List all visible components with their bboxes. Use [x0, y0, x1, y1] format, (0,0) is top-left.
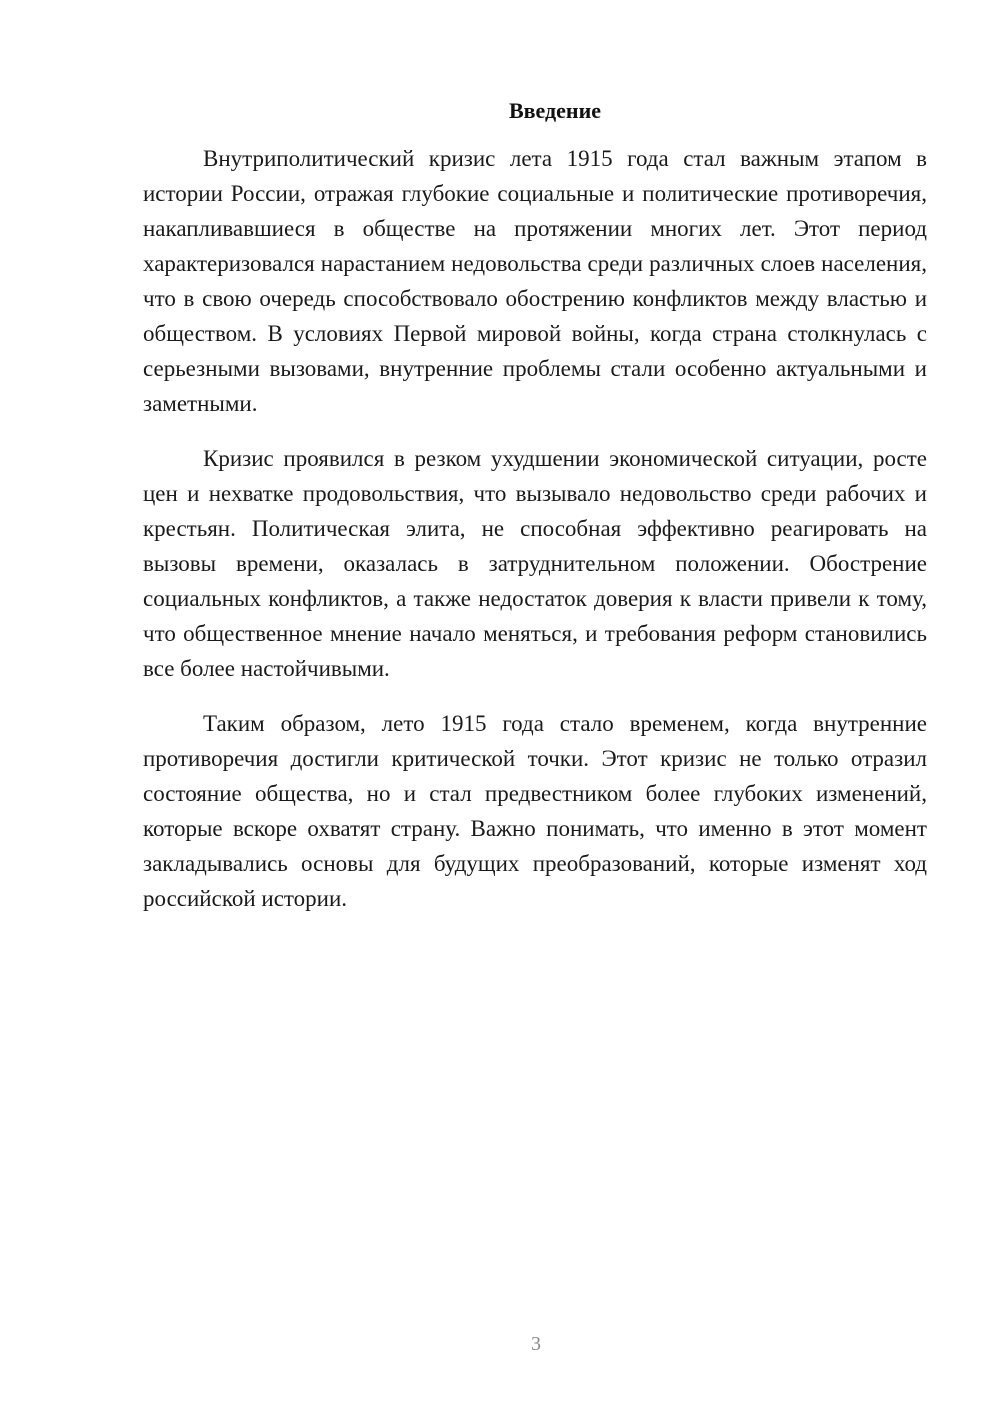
page-content — [143, 96, 927, 936]
section-title: Введение — [508, 98, 602, 123]
paragraph-2: Кризис проявился в резком ухудшении экономической ситуации, росте цен и нехватке продовольствия, что вызывало недовольство среди рабочих и крестьян. Политическая элита, не способная эффективно реагировать на вызовы времени, оказалась в затруднительном положении. Обострение социальных конфликтов, а также недостаток доверия к власти привели к тому, что общественное мнение начало меняться, и требования реформ становились все более настойчивыми. — [143, 446, 927, 681]
paragraph-1: Внутриполитический кризис лета 1915 года стал важным этапом в истории России, отражая глубокие социальные и политические противоречия, накапливавшиеся в обществе на протяжении многих лет. Этот период характеризовался нарастанием недовольства среди различных слоев населения, что в свою очередь способствовало обострению конфликтов между властью и обществом. В условиях Первой мировой войны, когда страна столкнулась с серьезными вызовами, внутренние проблемы стали особенно актуальными и заметными. — [143, 146, 927, 416]
page-number: 3 — [531, 1333, 541, 1355]
paragraph-3: Таким образом, лето 1915 года стало временем, когда внутренние противоречия достигли критической точки. Этот кризис не только отразил состояние общества, но и стал предвестником более глубоких изменений, которые вскоре охватят страну. Важно понимать, что именно в этот момент закладывались основы для будущих преобразований, которые изменят ход российской истории. — [143, 711, 927, 911]
